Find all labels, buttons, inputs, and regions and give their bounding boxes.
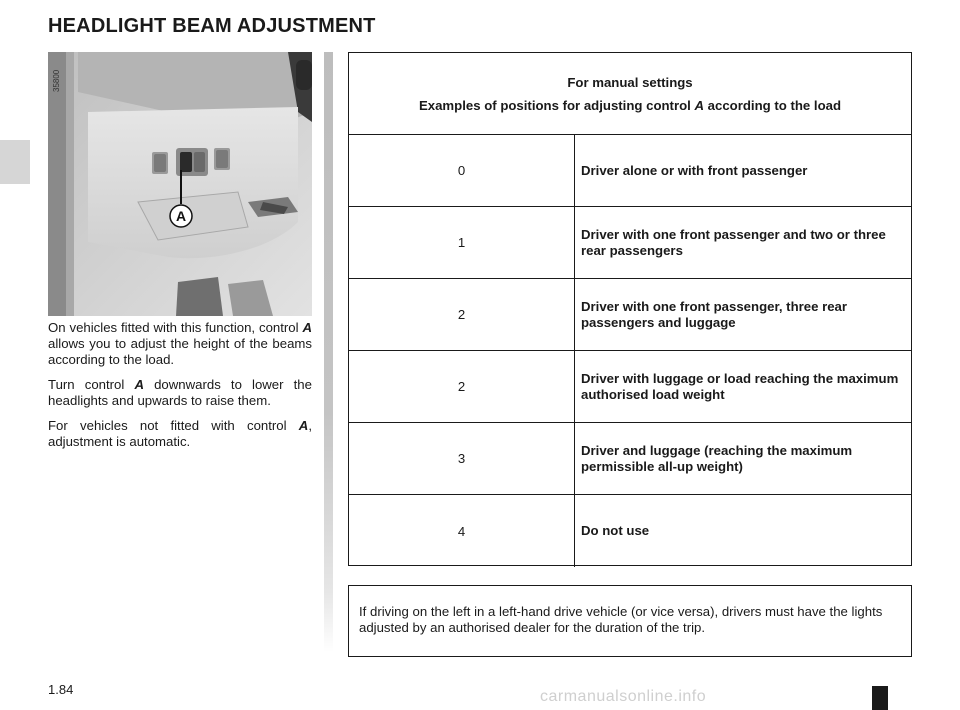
position-value: 0 — [349, 135, 575, 206]
page-number: 1.84 — [48, 682, 74, 697]
section-tab — [0, 140, 30, 184]
column-divider — [324, 52, 333, 652]
load-description: Driver alone or with front passenger — [581, 162, 808, 178]
watermark: carmanualsonline.info — [540, 688, 707, 705]
position-value: 3 — [349, 423, 575, 494]
position-value: 1 — [349, 207, 575, 278]
table-subheading: Examples of positions for adjusting control A according to the load — [418, 98, 842, 113]
table-row — [349, 207, 911, 279]
intro-paragraph: On vehicles fitted with this function, control A allows you to adjust the height of the beams according to the load. — [48, 320, 312, 367]
table-heading: For manual settings — [567, 75, 693, 90]
table-header — [349, 53, 911, 135]
load-description: Do not use — [581, 523, 650, 538]
load-position-table — [348, 52, 912, 566]
position-value: 4 — [349, 495, 575, 567]
position-value: 2 — [349, 279, 575, 350]
load-description: Driver with luggage or load reaching the maximum authorised load weight — [581, 370, 899, 402]
page-corner-mark — [872, 686, 888, 710]
intro-paragraph: Turn control A downwards to lower the headlights and upwards to raise them. — [48, 377, 312, 408]
dashboard-photo — [48, 52, 312, 316]
page-title: HEADLIGHT BEAM ADJUSTMENT — [48, 15, 376, 37]
position-value: 2 — [349, 351, 575, 422]
load-description: Driver with one front passenger, three rear passengers and luggage — [581, 298, 848, 330]
table-row — [349, 423, 911, 495]
table-row — [349, 279, 911, 351]
dashboard-illustration — [48, 52, 312, 316]
table-row — [349, 495, 911, 567]
intro-paragraph: For vehicles not fitted with control A, adjustment is automatic. — [48, 418, 312, 449]
load-description: Driver and luggage (reaching the maximum permissible all-up weight) — [581, 442, 853, 474]
load-description: Driver with one front passenger and two or three rear passengers — [581, 226, 886, 258]
table-row — [349, 135, 911, 207]
intro-text — [48, 320, 312, 459]
callout-label: A — [175, 208, 187, 224]
driving-side-note: If driving on the left in a left-hand drive vehicle (or vice versa), drivers must have the lights adjusted by an authorised dealer for the duration of the trip. — [348, 585, 912, 657]
photo-code: 35800 — [52, 69, 61, 92]
table-row — [349, 351, 911, 423]
